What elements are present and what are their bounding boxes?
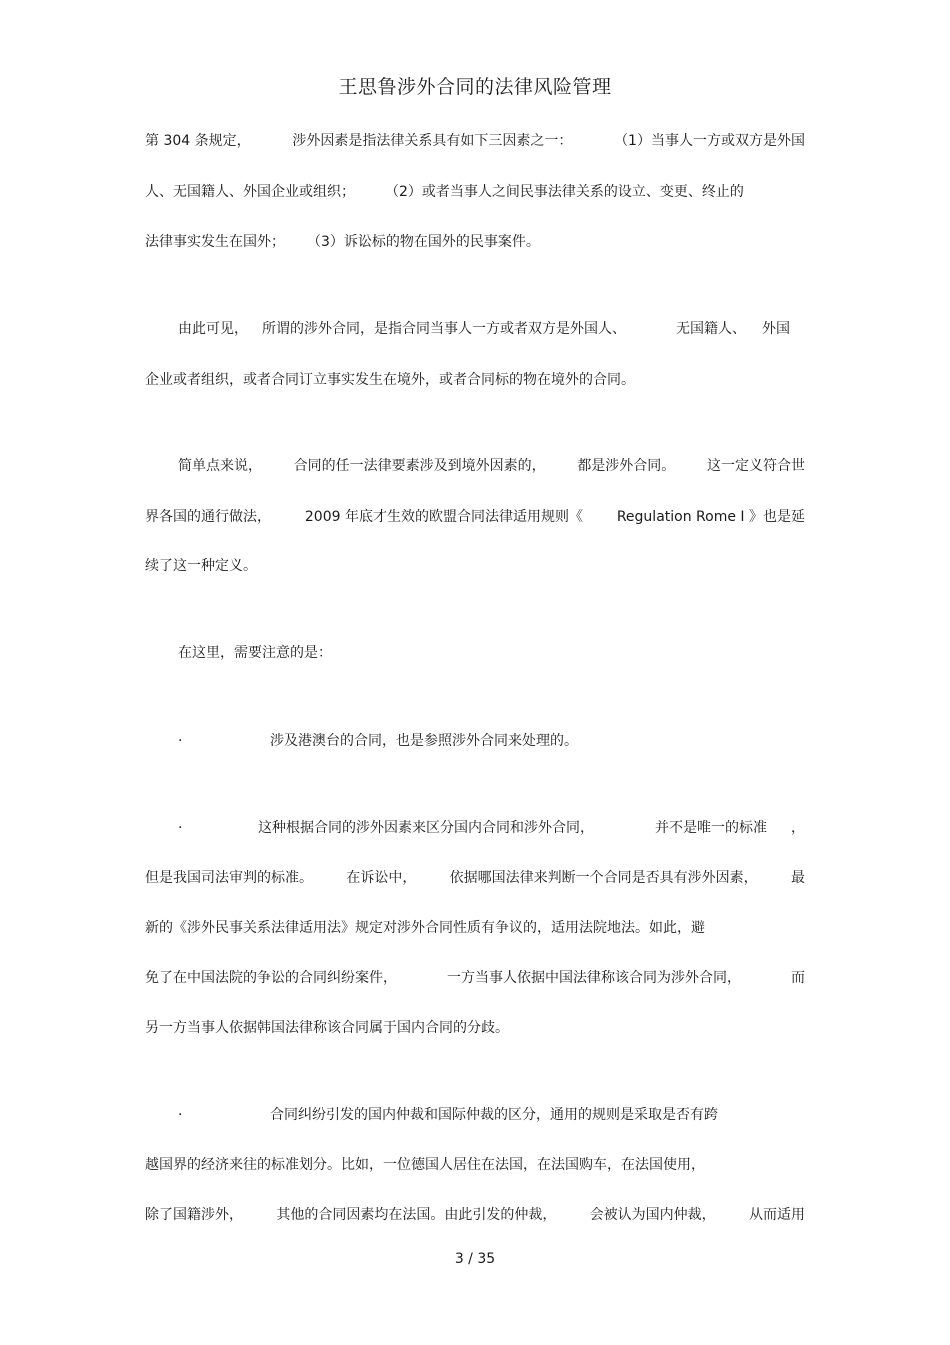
paragraph-line — [145, 507, 805, 527]
paragraph-line — [178, 643, 805, 663]
text-segment: 都是涉外合同。 — [577, 458, 676, 474]
text-segment: 另一方当事人依据韩国法律称该合同属于国内合同的分歧。 — [145, 1020, 509, 1036]
text-segment: 续了这一种定义。 — [145, 558, 257, 574]
document-title: 王思鲁涉外合同的法律风险管理 — [338, 76, 612, 98]
text-segment: 并不是唯一的标准 — [655, 820, 767, 836]
paragraph-line — [145, 370, 805, 390]
text-segment: 免了在中国法院的争讼的合同纠纷案件， — [145, 970, 397, 986]
text-segment: 在这里，需要注意的是： — [178, 645, 332, 661]
text-segment: 人、无国籍人、外国企业或组织； — [145, 184, 355, 200]
paragraph-line — [145, 131, 805, 151]
text-segment: 除了国籍涉外， — [145, 1207, 243, 1223]
text-segment: 由此可见， — [178, 321, 248, 337]
text-segment: （1）当事人一方或双方是外国 — [614, 133, 805, 149]
paragraph-line — [145, 1155, 805, 1175]
text-segment: 2009 年底才生效的欧盟合同法律适用规则《 — [304, 509, 583, 525]
bullet-mark: · — [178, 733, 183, 749]
text-segment: 无国籍人、 — [676, 321, 746, 337]
list-item — [178, 1105, 805, 1125]
list-item — [178, 731, 805, 751]
text-segment: 界各国的通行做法， — [145, 509, 271, 525]
paragraph-line — [145, 918, 805, 938]
text-segment: 最 — [790, 870, 805, 886]
paragraph-line — [145, 968, 805, 988]
text-segment: Regulation Rome I 》也是延 — [616, 509, 805, 525]
paragraph-line — [145, 868, 805, 888]
text-segment: 一方当事人依据中国法律称该合同为涉外合同， — [447, 970, 741, 986]
text-segment: 会被认为国内仲裁， — [589, 1207, 716, 1223]
text-segment: 而 — [791, 970, 805, 986]
paragraph-line — [178, 319, 805, 339]
text-segment: 合同的任一法律要素涉及到境外因素的， — [293, 458, 546, 474]
text-segment: 其他的合同因素均在法国。由此引发的仲裁， — [276, 1207, 557, 1223]
paragraph-line — [145, 1205, 805, 1225]
text-segment: 但是我国司法审判的标准。 — [145, 870, 313, 886]
paragraph-line — [145, 182, 765, 202]
paragraph-line — [178, 456, 805, 476]
text-segment: 法律事实发生在国外； — [145, 234, 285, 250]
text-segment: 简单点来说， — [178, 458, 262, 474]
text-segment: （3）诉讼标的物在国外的民事案件。 — [307, 234, 540, 250]
page-number: 3 / 35 — [454, 1251, 496, 1267]
paragraph-line — [145, 1018, 805, 1038]
text-segment: 越国界的经济来往的标准划分。比如，一位德国人居住在法国，在法国购车，在法国使用， — [145, 1157, 705, 1173]
bullet-mark: · — [178, 1107, 183, 1123]
text-segment: ， — [791, 820, 805, 836]
text-segment: 涉外因素是指法律关系具有如下三因素之一： — [292, 133, 573, 149]
text-segment: 这一定义符合世 — [706, 458, 805, 474]
text-segment: 这种根据合同的涉外因素来区分国内合同和涉外合同， — [258, 820, 594, 836]
text-segment: 外国 — [762, 321, 790, 337]
bullet-mark: · — [178, 820, 183, 836]
text-segment: 在诉讼中， — [346, 870, 417, 886]
paragraph-line — [145, 556, 805, 576]
text-segment: 涉及港澳台的合同，也是参照涉外合同来处理的。 — [270, 733, 578, 749]
paragraph-line — [145, 232, 805, 252]
text-segment: 从而适用 — [748, 1207, 805, 1223]
list-item — [178, 818, 805, 838]
text-segment: 第 304 条规定， — [145, 133, 251, 149]
text-segment: （2）或者当事人之间民事法律关系的设立、变更、终止的 — [385, 184, 744, 200]
text-segment: 合同纠纷引发的国内仲裁和国际仲裁的区分，通用的规则是采取是否有跨 — [270, 1107, 718, 1123]
text-segment: 依据哪国法律来判断一个合同是否具有涉外因素， — [449, 870, 758, 886]
text-segment: 企业或者组织，或者合同订立事实发生在境外，或者合同标的物在境外的合同。 — [145, 372, 635, 388]
text-segment: 所谓的涉外合同，是指合同当事人一方或者双方是外国人、 — [262, 321, 626, 337]
text-segment: 新的《涉外民事关系法律适用法》规定对涉外合同性质有争议的，适用法院地法。如此，避 — [145, 920, 705, 936]
